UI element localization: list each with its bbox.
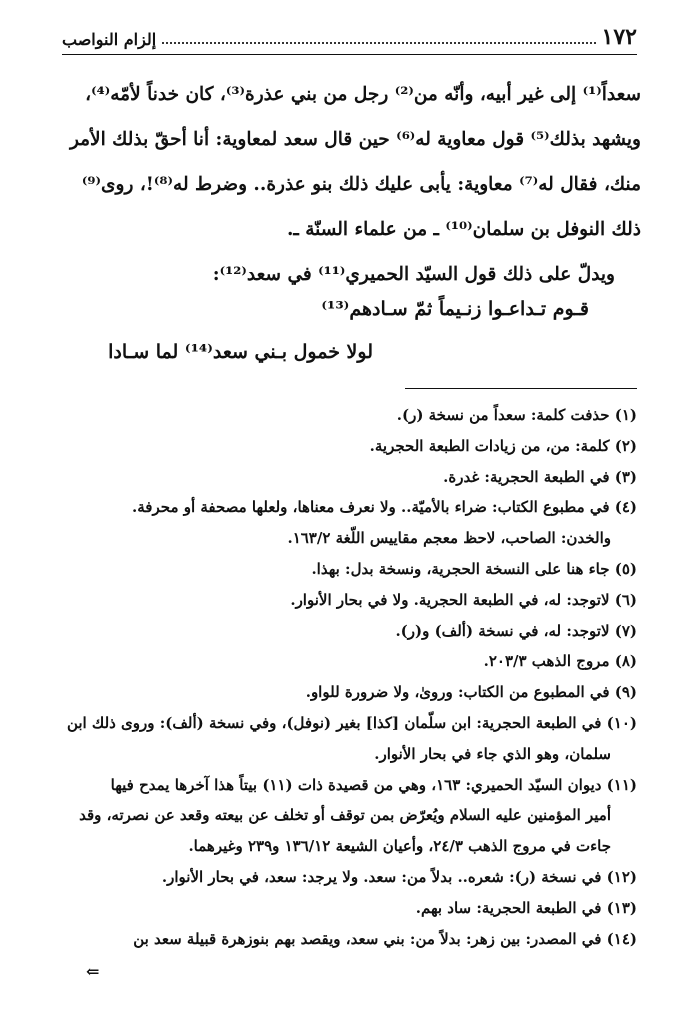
footnote-11-cont-1: أمير المؤمنين عليه السلام ويُعرّض بمن توقف أو تخلف عن بيعته وقعد عن نصرته، وقد: [79, 806, 611, 825]
header-leader-dots: [162, 42, 595, 44]
footnote-11-cont-2: جاءت في مروج الذهب ٢٤/٣، وأعيان الشيعة ١٣٦/١٢ و٢٣٩ وغيرهما.: [188, 837, 611, 856]
verse-first-hemistich: قـوم تـداعـوا زنـيماً ثمّ سـادهم⁽¹³⁾: [321, 298, 589, 320]
footnote-4: (٤) في مطبوع الكتاب: ضراء بالأميّة.. ولا نعرف معناها، ولعلها مصحفة أو محرفة.: [132, 498, 637, 517]
footnote-5: (٥) جاء هنا على النسخة الحجرية، ونسخة بدل: بهذا.: [311, 559, 637, 578]
main-line-1: سعداً⁽¹⁾ إلى غير أبيه، وأنّه من⁽²⁾ رجل من بني عذرة⁽³⁾، كان خدناً لأمّه⁽⁴⁾،: [85, 84, 641, 105]
footnote-10-cont: سلمان، وهو الذي جاء في بحار الأنوار.: [374, 744, 611, 763]
footnote-14: (١٤) في المصدر: بين زهر: بدلاً من: بني سعد، ويقصد بهم بنوزهرة قبيلة سعد بن: [133, 929, 637, 948]
footnote-separator: [405, 388, 637, 389]
main-line-4: ذلك النوفل بن سلمان⁽¹⁰⁾ ـ من علماء السنّة ـ.: [286, 219, 641, 240]
footnote-7: (٧) لاتوجد: له، في نسخة (ألف) و(ر).: [395, 621, 637, 640]
main-text: [58, 72, 641, 297]
footnote-8: (٨) مروج الذهب ٢٠٣/٣.: [483, 652, 637, 671]
main-line-2: ويشهد بذلك⁽⁵⁾ قول معاوية له⁽⁶⁾ حين قال سعد لمعاوية: أنا أحقّ بذلك الأمر: [69, 129, 641, 150]
page-number: ١٧٢: [601, 24, 637, 50]
footnote-11: (١١) ديوان السيّد الحميري: ١٦٣، وهي من قصيدة ذات (١١) بيتاً هذا آخرها يمدح فيها: [110, 775, 637, 794]
running-header: [62, 20, 637, 55]
verse-second-hemistich: لولا خمول بـني سعد⁽¹⁴⁾ لما سـادا: [108, 341, 373, 363]
footnote-1: (١) حذفت كلمة: سعداً من نسخة (ر).: [396, 406, 637, 424]
main-line-5: ويدلّ على ذلك قول السيّد الحميري⁽¹¹⁾ في سعد⁽¹²⁾:: [212, 264, 615, 285]
main-line-3: منك، فقال له⁽⁷⁾ معاوية: يأبى عليك ذلك بنو عذرة.. وضرط له⁽⁸⁾!، روى⁽⁹⁾: [81, 174, 641, 195]
footnote-9: (٩) في المطبوع من الكتاب: وروىٰ، ولا ضرورة للواو.: [305, 683, 637, 702]
footnote-3: (٣) في الطبعة الحجرية: غدرة.: [443, 467, 637, 486]
footnote-13: (١٣) في الطبعة الحجرية: ساد بهم.: [415, 898, 637, 917]
footnotes: [62, 400, 637, 954]
running-title: إلزام النواصب: [62, 30, 157, 49]
footnote-10: (١٠) في الطبعة الحجرية: ابن سلّمان [كذا] بغير (نوفل)، وفي نسخة (ألف): وروى ذلك ابن: [66, 713, 637, 732]
footnote-4-cont: والخدن: الصاحب، لاحظ معجم مقاييس اللّغة ١٦٣/٢.: [287, 529, 611, 548]
continue-arrow-icon: ⇐: [86, 962, 100, 981]
footnote-6: (٦) لاتوجد: له، في الطبعة الحجرية. ولا في بحار الأنوار.: [290, 590, 637, 609]
footnote-12: (١٢) في نسخة (ر): شعره.. بدلاً من: سعد. ولا يرجد: سعد، في بحار الأنوار.: [161, 867, 637, 886]
footnote-2: (٢) كلمة: من، من زيادات الطبعة الحجرية.: [369, 436, 637, 455]
